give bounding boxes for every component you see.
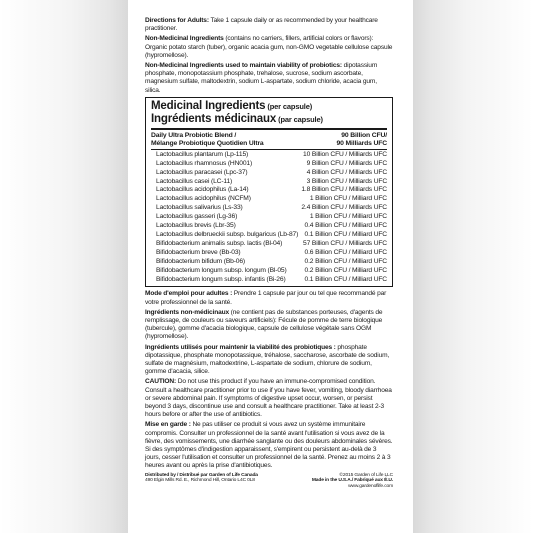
- strain-amount: 0.6 Billion CFU / Milliard UFC: [304, 248, 387, 256]
- medicinal-divider: [151, 128, 387, 130]
- strain-name: Lactobacillus acidophilus (NCFM): [156, 195, 251, 203]
- strain-name: Bifidobacterium animalis subsp. lactis (Bl-04): [156, 239, 283, 247]
- background-left-shadow: [0, 0, 128, 533]
- strain-row: [151, 186, 387, 195]
- non-medicinaux-text: (ne contient pas de substances porteuses, d'agents de remplissage, de couleurs ou saveurs artificiels): Fécule de pomme de terre biologique (tubercule), gomme d'acacia biologique, capsule de cellulose végétale sans OGM (hypromellose).: [145, 308, 383, 341]
- strain-name: Lactobacillus casei (LC-11): [156, 177, 233, 185]
- medicinal-title-fr-text: Ingrédients médicinaux: [151, 112, 277, 125]
- caution-text: Do not use this product if you have an immune-compromised condition. Consult a healthcare practitioner prior to use if you have fever, vomiting, bloody diarrhoea or severe abdominal pain. If symptoms of digestive upset occur, worsen, or persist beyond 3 days, discontinue use and consult a healthcare practitioner. Take at least 2-3 hours before or after the use of antibiotics.: [145, 378, 392, 419]
- medicinal-ingredients-box: [145, 97, 393, 288]
- strain-row: [151, 178, 387, 187]
- directions-heading: Directions for Adults:: [145, 17, 209, 24]
- strain-name: Lactobacillus rhamnosus (HN001): [156, 159, 253, 167]
- strain-amount: 57 Billion CFU / Milliards UFC: [303, 239, 387, 247]
- strain-row: [151, 169, 387, 178]
- strain-row: [151, 249, 387, 258]
- strain-row: [151, 258, 387, 267]
- viabilite-paragraph: [145, 344, 393, 377]
- strain-row: [151, 240, 387, 249]
- blend-amount-fr: 90 Milliards UFC: [336, 139, 387, 147]
- made-in-text: Made in the U.S.A./ Fabriqué aux É.U.: [311, 478, 393, 484]
- caution-heading: CAUTION:: [145, 378, 177, 386]
- strain-amount: 0.1 Billion CFU / Milliard UFC: [304, 230, 387, 238]
- strain-amount: 0.1 Billion CFU / Milliard UFC: [304, 275, 387, 283]
- strain-amount: 0.4 Billion CFU / Milliard UFC: [304, 222, 387, 230]
- strain-name: Lactobacillus paracasei (Lpc-37): [156, 168, 248, 176]
- viability-text: dipotassium phosphate, monopotassium phosphate, trehalose, sucrose, sodium ascorbate, magnesium sulfate, maltodextrin, sodium L-aspartate, sodium chloride, acacia gum, silica.: [145, 62, 378, 94]
- blend-row-en: [151, 132, 387, 140]
- medicinal-title-fr: [151, 113, 387, 126]
- medicinal-per-en: (per capsule): [265, 101, 313, 111]
- blend-name-fr: Mélange Probiotique Quotidien Ultra: [151, 139, 264, 147]
- directions-text: Take 1 capsule daily or as recommended by your healthcare practitioner.: [145, 17, 378, 33]
- strain-name: Lactobacillus plantarum (Lp-115): [156, 150, 249, 158]
- strain-row: [151, 222, 387, 231]
- directions-paragraph: [145, 17, 393, 33]
- distributor-line: Distributed by / Distribué par Garden of Life Canada: [145, 472, 258, 478]
- non-medicinal-text: (contains no carriers, fillers, artificial colors or flavors): Organic potato starch (tuber), organic acacia gum, non-GMO vegetable cellulose capsule (hypromellose).: [145, 35, 393, 59]
- strain-amount: 1.8 Billion CFU / Milliards UFC: [301, 186, 387, 194]
- mode-emploi-text: Prendre 1 capsule par jour ou tel que recommandé par votre professionnel de la santé.: [145, 290, 387, 306]
- strain-amount: 1 Billion CFU / Milliard UFC: [309, 195, 387, 203]
- viabilite-text: phosphate dipotassique, phosphate monopotassique, tréhalose, saccharose, ascorbate de sodium, sulfate de magnésium, maltodextrine, L-aspartate de sodium, chlorure de sodium, gomme d'acacia, silice.: [145, 343, 390, 376]
- strain-name: Lactobacillus gasseri (Lg-36): [156, 213, 238, 221]
- strain-amount: 10 Billion CFU / Milliards UFC: [303, 150, 387, 158]
- footer-right: [312, 473, 393, 490]
- strain-name: Lactobacillus acidophilus (La-14): [156, 186, 249, 194]
- strain-name: Bifidobacterium bifidum (Bb-06): [156, 257, 246, 265]
- background-right-shadow: [413, 0, 533, 533]
- medicinal-title-en: [151, 100, 387, 113]
- footer-left: [145, 473, 258, 490]
- strain-amount: 3 Billion CFU / Milliards UFC: [306, 177, 387, 185]
- mise-en-garde-text: Ne pas utiliser ce produit si vous avez un système immunitaire compromis. Consulter un professionnel de la santé avant l'utilisation si vous avez de la fièvre, des vomissements, une diarrhée sanglante ou des douleurs abdominales sévères. Si des symptômes d'indigestion apparaissent, s'empirent ou persistent au-delà de 3 jours, cesser l'utilisation et consulter un professionnel de la santé. Prenez au moins 2 à 3 heures avant ou après la prise d'antibiotiques.: [145, 421, 393, 470]
- strain-row: [151, 160, 387, 169]
- viability-paragraph: [145, 62, 393, 95]
- medicinal-per-fr: (par capsule): [276, 114, 323, 124]
- strain-amount: 0.2 Billion CFU / Milliard UFC: [304, 257, 387, 265]
- website-text: www.gardenoflife.com: [348, 484, 393, 490]
- mise-en-garde-heading: Mise en garde :: [145, 421, 191, 429]
- strain-amount: 2.4 Billion CFU / Milliards UFC: [301, 204, 387, 212]
- caution-paragraph: [145, 378, 393, 419]
- non-medicinal-heading: Non-Medicinal Ingredients: [145, 35, 224, 43]
- mode-emploi-paragraph: [145, 290, 393, 306]
- blend-amount-en: 90 Billion CFU/: [341, 131, 387, 139]
- strain-amount: 0.2 Billion CFU / Milliard UFC: [304, 266, 387, 274]
- non-medicinaux-paragraph: [145, 309, 393, 342]
- strain-amount: 1 Billion CFU / Milliard UFC: [309, 213, 387, 221]
- mise-en-garde-paragraph: [145, 421, 393, 470]
- strain-row: [151, 213, 387, 222]
- strain-name: Bifidobacterium breve (Bb-03): [156, 248, 241, 256]
- strain-list: [151, 151, 387, 285]
- strain-name: Lactobacillus delbrueckii subsp. bulgaricus (Lb-87): [156, 230, 299, 238]
- mode-emploi-heading: Mode d'emploi pour adultes :: [145, 290, 233, 298]
- label-footer: [145, 473, 393, 490]
- product-label-panel: [137, 0, 399, 533]
- strain-row: [151, 151, 387, 160]
- strain-amount: 4 Billion CFU / Milliards UFC: [306, 168, 387, 176]
- strain-row: [151, 195, 387, 204]
- strain-name: Lactobacillus salivarius (Ls-33): [156, 204, 243, 212]
- viability-heading: Non-Medicinal Ingredients used to maintain viability of probiotics:: [145, 62, 342, 70]
- copyright-text: ©2015 Garden of Life LLC: [339, 472, 393, 478]
- strain-row: [151, 276, 387, 285]
- distributor-address: 490 Elgin Mills Rd. E., Richmond Hill, Ontario L4C 0L8: [145, 478, 255, 484]
- medicinal-title-en-text: Medicinal Ingredients: [151, 99, 266, 112]
- strain-row: [151, 267, 387, 276]
- non-medicinal-paragraph: [145, 35, 393, 60]
- strain-row: [151, 204, 387, 213]
- strain-amount: 9 Billion CFU / Milliards UFC: [306, 159, 387, 167]
- non-medicinaux-heading: Ingrédients non-médicinaux: [145, 308, 230, 316]
- strain-name: Bifidobacterium longum subsp. infantis (Bi-26): [156, 275, 286, 283]
- strain-row: [151, 231, 387, 240]
- blend-name-en: Daily Ultra Probiotic Blend /: [151, 131, 237, 139]
- blend-row-fr: [151, 140, 387, 150]
- strain-name: Bifidobacterium longum subsp. longum (Bl-05): [156, 266, 287, 274]
- viabilite-heading: Ingrédients utilisés pour maintenir la viabilité des probiotiques :: [145, 343, 336, 351]
- strain-name: Lactobacillus brevis (Lbr-35): [156, 222, 236, 230]
